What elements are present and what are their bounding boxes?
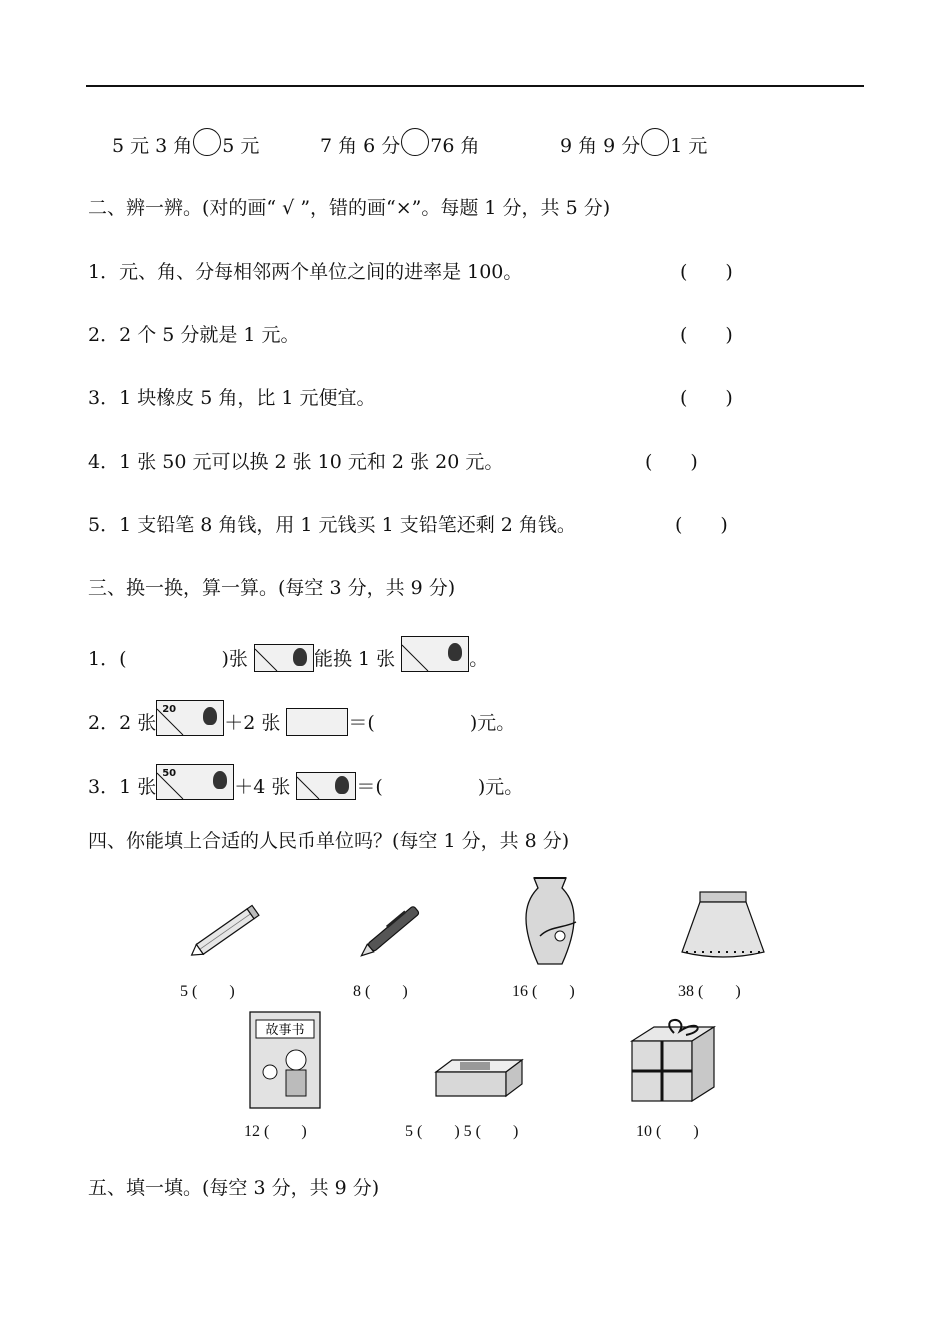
storybook-icon xyxy=(248,1010,322,1110)
price-label-pen: 8 ( ) xyxy=(353,983,408,1000)
compare-circle[interactable] xyxy=(641,128,669,156)
judge-item-5: 5．1 支铅笔 8 角钱，用 1 元钱买 1 支铅笔还剩 2 角钱。 xyxy=(88,514,576,536)
skirt-icon xyxy=(680,890,766,962)
judge-item-3: 3．1 块橡皮 5 角，比 1 元便宜。 xyxy=(88,387,376,409)
eraser-icon xyxy=(434,1056,526,1102)
answer-paren-2[interactable]: ( ) xyxy=(680,324,733,346)
compare-item-2: 7 角 6 分 76 角 xyxy=(320,128,480,158)
price-label-pencil: 5 ( ) xyxy=(180,983,235,1000)
section3-title: 三、换一换，算一算。(每空 3 分，共 9 分) xyxy=(88,577,456,599)
compare-circle[interactable] xyxy=(193,128,221,156)
banknote-5-icon xyxy=(296,772,356,800)
price-label-gift: 10 ( ) xyxy=(636,1123,699,1140)
answer-paren-4[interactable]: ( ) xyxy=(645,451,698,473)
banknote-50-icon: 50 xyxy=(156,764,234,800)
judge-item-1: 1．元、角、分每相邻两个单位之间的进率是 100。 xyxy=(88,261,523,283)
judge-item-2: 2．2 个 5 分就是 1 元。 xyxy=(88,324,300,346)
banknote-5-icon xyxy=(254,644,314,672)
compare-item-3: 9 角 9 分 1 元 xyxy=(560,128,707,158)
section4-title: 四、你能填上合适的人民币单位吗？(每空 1 分，共 8 分) xyxy=(88,830,570,852)
judge-item-4: 4．1 张 50 元可以换 2 张 10 元和 2 张 20 元。 xyxy=(88,451,504,473)
exchange-q2: 2．2 张 20 ＋2 张 ＝( )元。 xyxy=(88,700,515,736)
pen-icon xyxy=(350,895,434,965)
answer-paren-3[interactable]: ( ) xyxy=(680,387,733,409)
section5-title: 五、填一填。(每空 3 分，共 9 分) xyxy=(88,1177,380,1199)
price-label-skirt: 38 ( ) xyxy=(678,983,741,1000)
top-rule xyxy=(86,85,864,87)
svg-text:故事书: 故事书 xyxy=(265,1023,305,1038)
price-label-vase: 16 ( ) xyxy=(512,983,575,1000)
banknote-1-icon xyxy=(286,708,348,736)
banknote-10-icon xyxy=(401,636,469,672)
price-label-storybook: 12 ( ) xyxy=(244,1123,307,1140)
section2-title: 二、辨一辨。(对的画“ √ ”，错的画“×”。每题 1 分，共 5 分) xyxy=(88,197,611,219)
compare-circle[interactable] xyxy=(401,128,429,156)
pencil-icon xyxy=(184,900,268,962)
exchange-q3: 3．1 张 50 ＋4 张 ＝( )元。 xyxy=(88,764,523,800)
answer-paren-1[interactable]: ( ) xyxy=(680,261,733,283)
exchange-q1: 1．( )张 能换 1 张 。 xyxy=(88,636,488,672)
gift-box-icon xyxy=(628,1015,720,1105)
compare-item-1: 5 元 3 角 5 元 xyxy=(112,128,259,158)
answer-paren-5[interactable]: ( ) xyxy=(675,514,728,536)
price-label-eraser: 5 ( ) 5 ( ) xyxy=(405,1123,519,1140)
banknote-20-icon: 20 xyxy=(156,700,224,736)
vase-icon xyxy=(520,876,580,966)
